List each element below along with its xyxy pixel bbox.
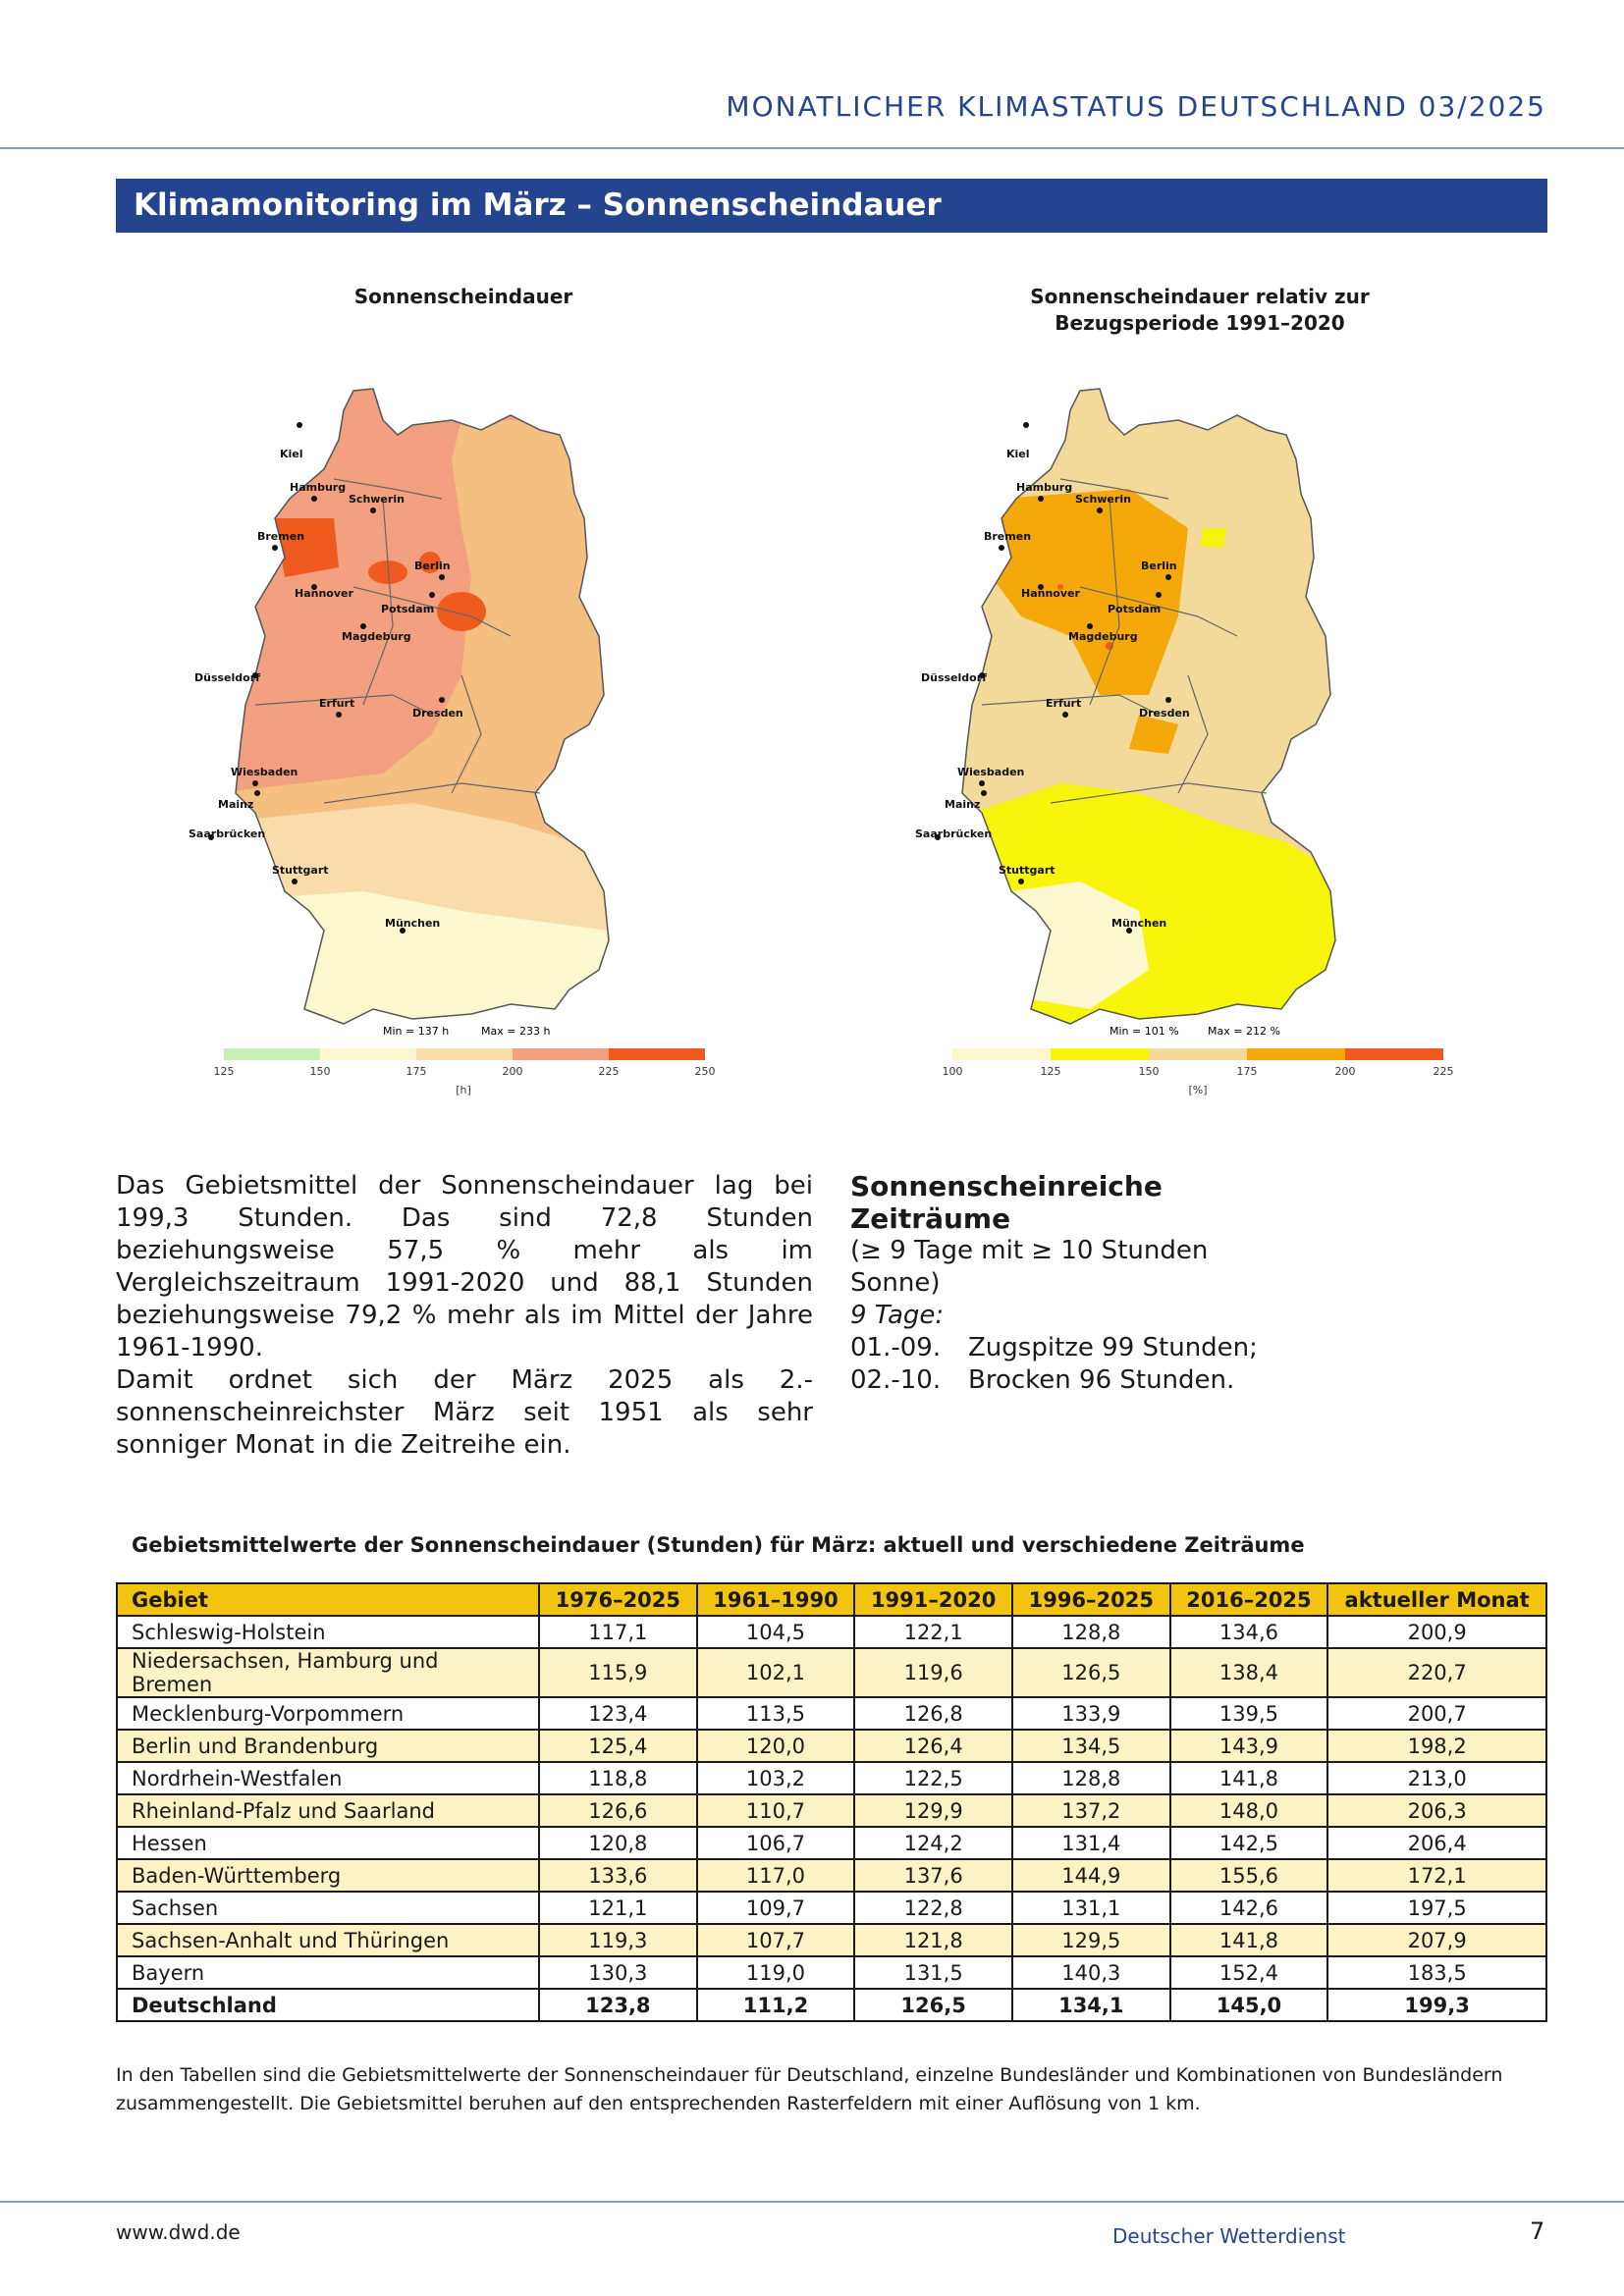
legend-tick: 175 (1236, 1065, 1258, 1078)
value-cell: 106,7 (697, 1827, 855, 1859)
city-label-hamburg: Hamburg (290, 481, 347, 494)
right-map-legend (933, 1041, 1463, 1109)
column-header: aktueller Monat (1327, 1583, 1546, 1616)
value-cell: 125,4 (539, 1730, 697, 1762)
value-cell: 134,1 (1012, 1989, 1170, 2021)
value-cell: 200,7 (1327, 1697, 1546, 1730)
region-cell: Hessen (117, 1827, 539, 1859)
sunny-period-dates: 01.-09. (850, 1333, 942, 1362)
table-row (117, 1892, 1546, 1924)
footer-url[interactable]: www.dwd.de (116, 2220, 241, 2244)
city-label-duesseldorf: Düsseldorf (921, 671, 987, 684)
legend-tick: 225 (1433, 1065, 1454, 1078)
city-label-magdeburg: Magdeburg (342, 630, 411, 643)
value-cell: 141,8 (1170, 1762, 1328, 1794)
column-header: 1976–2025 (539, 1583, 697, 1616)
value-cell: 155,6 (1170, 1859, 1328, 1892)
city-label-hamburg: Hamburg (1016, 481, 1073, 494)
page-number: 7 (1530, 2217, 1545, 2245)
region-cell: Bayern (117, 1956, 539, 1989)
value-cell: 122,1 (854, 1616, 1012, 1648)
value-cell: 133,6 (539, 1859, 697, 1892)
city-label-muenchen: München (385, 917, 441, 930)
table-row (117, 1730, 1546, 1762)
legend-unit: [%] (1188, 1084, 1208, 1096)
legend-bin (1149, 1048, 1247, 1060)
right-map-title-line1: Sonnenscheindauer relativ zur (1030, 285, 1370, 308)
value-cell: 111,2 (697, 1989, 855, 2021)
table-title: Gebietsmittelwerte der Sonnenscheindauer (Stunden) für März: aktuell und verschiedene Zeiträume (132, 1533, 1305, 1557)
column-header: 1961–1990 (697, 1583, 855, 1616)
value-cell: 121,8 (854, 1924, 1012, 1956)
sunny-periods-label: 9 Tage: (850, 1301, 945, 1330)
value-cell: 119,3 (539, 1924, 697, 1956)
value-cell: 113,5 (697, 1697, 855, 1730)
region-cell: Baden-Württemberg (117, 1859, 539, 1892)
legend-tick: 175 (406, 1065, 427, 1078)
legend-unit: [h] (456, 1084, 471, 1096)
legend-bin (320, 1048, 416, 1060)
legend-bin (1051, 1048, 1149, 1060)
value-cell: 220,7 (1327, 1648, 1546, 1697)
left-map-legend (206, 1041, 736, 1109)
table-row (117, 1859, 1546, 1892)
right-map-min: Min = 101 % (1110, 1025, 1179, 1038)
table-row (117, 1827, 1546, 1859)
region-cell: Sachsen (117, 1892, 539, 1924)
table-row (117, 1924, 1546, 1956)
region-cell: Rheinland-Pfalz und Saarland (117, 1794, 539, 1827)
value-cell: 131,4 (1012, 1827, 1170, 1859)
value-cell: 139,5 (1170, 1697, 1328, 1730)
city-label-bremen: Bremen (984, 530, 1032, 543)
legend-bin (1247, 1048, 1345, 1060)
table-row (117, 1697, 1546, 1730)
sunny-periods-subtitle: (≥ 9 Tage mit ≥ 10 Stunden Sonne) (850, 1236, 1209, 1298)
value-cell: 142,6 (1170, 1892, 1328, 1924)
region-cell: Mecklenburg-Vorpommern (117, 1697, 539, 1730)
region-cell: Schleswig-Holstein (117, 1616, 539, 1648)
right-map-max: Max = 212 % (1208, 1025, 1280, 1038)
city-label-dresden: Dresden (1139, 707, 1190, 720)
city-label-kiel: Kiel (1006, 448, 1030, 460)
value-cell: 142,5 (1170, 1827, 1328, 1859)
value-cell: 148,0 (1170, 1794, 1328, 1827)
value-cell: 126,6 (539, 1794, 697, 1827)
table-footnote: In den Tabellen sind die Gebietsmittelwerte der Sonnenscheindauer für Deutschland, einzelne Bundesländer und Kombinationen von Bundesländern zusammengestellt. Die Gebietsmittel beruhen auf den entsprechenden Rasterfeldern mit einer Auflösung von 1 km. (116, 2064, 1503, 2114)
city-label-muenchen: München (1111, 917, 1167, 930)
value-cell: 115,9 (539, 1648, 697, 1697)
left-map-min: Min = 137 h (383, 1025, 450, 1038)
value-cell: 104,5 (697, 1616, 855, 1648)
left-map-max: Max = 233 h (481, 1025, 551, 1038)
region-cell: Nordrhein-Westfalen (117, 1762, 539, 1794)
summary-paragraph-1: Das Gebietsmittel der Sonnenscheindauer lag bei 199,3 Stunden. Das sind 72,8 Stunden beziehungsweise 57,5 % mehr als im Vergleichszeitraum 1991-2020 und 88,1 Stunden beziehungsweise 79,2 % mehr als im Mittel der Jahre 1961-1990. (116, 1171, 813, 1362)
value-cell: 213,0 (1327, 1762, 1546, 1794)
column-header: 1991–2020 (854, 1583, 1012, 1616)
value-cell: 126,8 (854, 1697, 1012, 1730)
legend-bin (1345, 1048, 1443, 1060)
value-cell: 117,0 (697, 1859, 855, 1892)
city-label-mainz: Mainz (945, 798, 981, 811)
value-cell: 130,3 (539, 1956, 697, 1989)
value-cell: 144,9 (1012, 1859, 1170, 1892)
value-cell: 137,6 (854, 1859, 1012, 1892)
value-cell: 133,9 (1012, 1697, 1170, 1730)
legend-bin (609, 1048, 705, 1060)
city-label-erfurt: Erfurt (1046, 697, 1082, 710)
value-cell: 131,1 (1012, 1892, 1170, 1924)
city-label-potsdam: Potsdam (381, 603, 435, 615)
value-cell: 200,9 (1327, 1616, 1546, 1648)
value-cell: 206,3 (1327, 1794, 1546, 1827)
table-row (117, 1794, 1546, 1827)
report-header-title: MONATLICHER KLIMASTATUS DEUTSCHLAND 03/2025 (726, 90, 1546, 123)
city-label-saarbruecken: Saarbrücken (189, 828, 266, 840)
city-label-magdeburg: Magdeburg (1068, 630, 1138, 643)
value-cell: 103,2 (697, 1762, 855, 1794)
legend-bin (952, 1048, 1051, 1060)
value-cell: 126,5 (854, 1989, 1012, 2021)
value-cell: 102,1 (697, 1648, 855, 1697)
value-cell: 122,8 (854, 1892, 1012, 1924)
city-label-wiesbaden: Wiesbaden (231, 766, 298, 778)
legend-bin (513, 1048, 609, 1060)
legend-bin (224, 1048, 320, 1060)
value-cell: 123,4 (539, 1697, 697, 1730)
value-cell: 123,8 (539, 1989, 697, 2021)
left-map (189, 381, 727, 1097)
legend-bin (416, 1048, 513, 1060)
left-map-title: Sonnenscheindauer (353, 285, 573, 308)
value-cell: 143,9 (1170, 1730, 1328, 1762)
value-cell: 128,8 (1012, 1616, 1170, 1648)
summary-text (116, 1170, 813, 1462)
legend-tick: 200 (1334, 1065, 1356, 1078)
legend-tick: 150 (309, 1065, 331, 1078)
sunny-period-entry (850, 1364, 1263, 1397)
value-cell: 121,1 (539, 1892, 697, 1924)
column-header: Gebiet (117, 1583, 539, 1616)
value-cell: 122,5 (854, 1762, 1012, 1794)
city-label-kiel: Kiel (280, 448, 303, 460)
city-label-erfurt: Erfurt (319, 697, 355, 710)
summary-paragraph-2: Damit ordnet sich der März 2025 als 2.-sonnenscheinreichster März seit 1951 als sehr sonniger Monat in die Zeitreihe ein. (116, 1365, 813, 1460)
value-cell: 152,4 (1170, 1956, 1328, 1989)
footer-organization: Deutscher Wetterdienst (1112, 2224, 1346, 2248)
value-cell: 140,3 (1012, 1956, 1170, 1989)
legend-tick: 200 (502, 1065, 523, 1078)
sunny-period-entry (850, 1332, 1263, 1364)
value-cell: 126,5 (1012, 1648, 1170, 1697)
table-header-row (117, 1583, 1546, 1616)
value-cell: 131,5 (854, 1956, 1012, 1989)
city-label-berlin: Berlin (414, 560, 451, 572)
region-cell: Berlin und Brandenburg (117, 1730, 539, 1762)
legend-tick: 150 (1138, 1065, 1160, 1078)
value-cell: 117,1 (539, 1616, 697, 1648)
value-cell: 110,7 (697, 1794, 855, 1827)
sunshine-table (116, 1582, 1547, 2022)
region-cell: Deutschland (117, 1989, 539, 2021)
value-cell: 138,4 (1170, 1648, 1328, 1697)
value-cell: 207,9 (1327, 1924, 1546, 1956)
city-label-schwerin: Schwerin (349, 493, 405, 506)
value-cell: 118,8 (539, 1762, 697, 1794)
city-label-hannover: Hannover (1021, 587, 1080, 600)
value-cell: 119,6 (854, 1648, 1012, 1697)
sunny-period-dates: 02.-10. (850, 1365, 942, 1395)
region-cell: Niedersachsen, Hamburg und Bremen (117, 1648, 539, 1697)
table-row (117, 1648, 1546, 1697)
value-cell: 199,3 (1327, 1989, 1546, 2021)
value-cell: 134,5 (1012, 1730, 1170, 1762)
right-map (915, 381, 1453, 1097)
value-cell: 128,8 (1012, 1762, 1170, 1794)
legend-tick: 125 (1040, 1065, 1061, 1078)
city-label-saarbruecken: Saarbrücken (915, 828, 993, 840)
city-label-bremen: Bremen (257, 530, 305, 543)
value-cell: 134,6 (1170, 1616, 1328, 1648)
value-cell: 137,2 (1012, 1794, 1170, 1827)
value-cell: 107,7 (697, 1924, 855, 1956)
table-row (117, 1616, 1546, 1648)
value-cell: 145,0 (1170, 1989, 1328, 2021)
sunny-period-text: Zugspitze 99 Stunden; (968, 1333, 1258, 1362)
city-label-duesseldorf: Düsseldorf (194, 671, 260, 684)
value-cell: 124,2 (854, 1827, 1012, 1859)
right-map-title (1003, 284, 1396, 337)
value-cell: 129,5 (1012, 1924, 1170, 1956)
sunny-period-text: Brocken 96 Stunden. (968, 1365, 1235, 1395)
sunny-periods-block (850, 1170, 1263, 1397)
value-cell: 109,7 (697, 1892, 855, 1924)
sunny-periods-title: Sonnenscheinreiche Zeiträume (850, 1170, 1163, 1235)
value-cell: 183,5 (1327, 1956, 1546, 1989)
column-header: 1996–2025 (1012, 1583, 1170, 1616)
right-map-title-line2: Bezugsperiode 1991–2020 (1055, 311, 1345, 335)
value-cell: 206,4 (1327, 1827, 1546, 1859)
city-label-wiesbaden: Wiesbaden (957, 766, 1025, 778)
table-body (117, 1616, 1546, 2021)
column-header: 2016–2025 (1170, 1583, 1328, 1616)
table-row (117, 1956, 1546, 1989)
city-label-hannover: Hannover (295, 587, 353, 600)
city-label-berlin: Berlin (1141, 560, 1177, 572)
value-cell: 126,4 (854, 1730, 1012, 1762)
city-label-stuttgart: Stuttgart (999, 864, 1056, 877)
legend-tick: 250 (694, 1065, 716, 1078)
value-cell: 172,1 (1327, 1859, 1546, 1892)
value-cell: 119,0 (697, 1956, 855, 1989)
table-row (117, 1989, 1546, 2021)
region-cell: Sachsen-Anhalt und Thüringen (117, 1924, 539, 1956)
city-label-potsdam: Potsdam (1108, 603, 1162, 615)
section-banner: Klimamonitoring im März – Sonnenscheindauer (116, 179, 1547, 233)
city-label-mainz: Mainz (218, 798, 254, 811)
footer-divider (0, 2201, 1624, 2203)
legend-tick: 225 (598, 1065, 620, 1078)
legend-tick: 125 (213, 1065, 235, 1078)
legend-tick: 100 (942, 1065, 963, 1078)
value-cell: 120,8 (539, 1827, 697, 1859)
city-label-dresden: Dresden (412, 707, 463, 720)
city-label-schwerin: Schwerin (1075, 493, 1131, 506)
value-cell: 129,9 (854, 1794, 1012, 1827)
value-cell: 198,2 (1327, 1730, 1546, 1762)
city-label-stuttgart: Stuttgart (272, 864, 329, 877)
value-cell: 141,8 (1170, 1924, 1328, 1956)
value-cell: 197,5 (1327, 1892, 1546, 1924)
header-divider (0, 147, 1624, 149)
table-row (117, 1762, 1546, 1794)
value-cell: 120,0 (697, 1730, 855, 1762)
